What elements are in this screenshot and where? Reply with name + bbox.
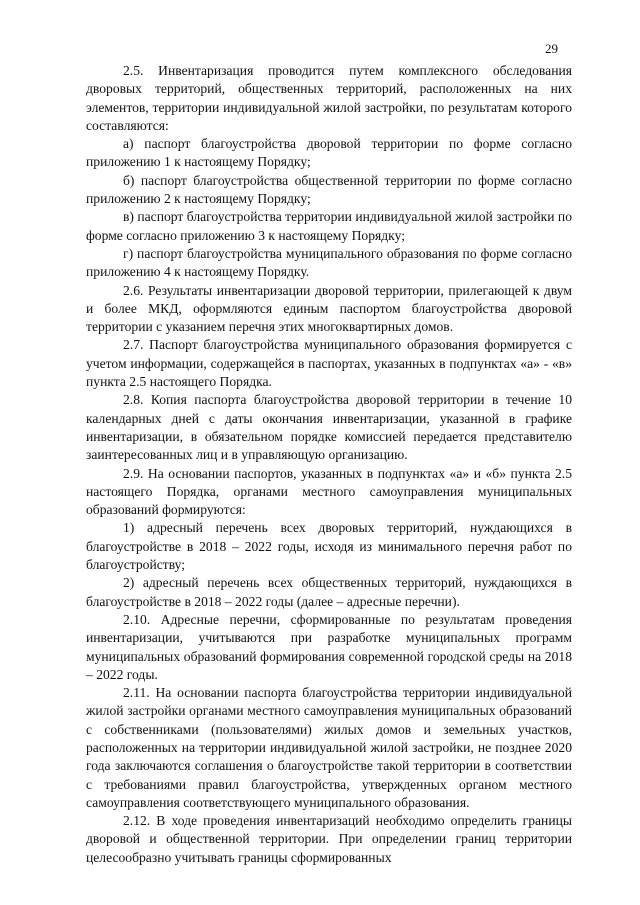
paragraph-2-7: 2.7. Паспорт благоустройства муниципального образования формируется с учетом информации, содержащейся в паспортах, указанных в подпунктах «а» - «в» пункта 2.5 настоящего Порядка.	[86, 337, 572, 390]
page-number: 29	[545, 41, 558, 56]
paragraph-2-9-2: 2) адресный перечень всех общественных территорий, нуждающихся в благоустройстве в 2018 – 2022 годы (далее – адресные перечни).	[86, 575, 572, 609]
paragraph-2-5-b: б) паспорт благоустройства общественной территории по форме согласно приложению 2 к настоящему Порядку;	[86, 172, 572, 207]
paragraph-2-9: 2.9. На основании паспортов, указанных в подпунктах «а» и «б» пункта 2.5 настоящего Порядка, органами местного самоуправления муниципальных образований формируются:	[86, 465, 572, 518]
paragraph-2-5-a: а) паспорт благоустройства дворовой территории по форме согласно приложению 1 к настоящему Порядку;	[86, 136, 572, 170]
paragraph-2-11: 2.11. На основании паспорта благоустройства территории индивидуальной жилой застройки органами местного самоуправления муниципальных образований с собственниками (пользователями) жилых домов и земельных участков, расположенных на территории индивидуальной жилой застройки, не позднее 2020 года заключаются соглашения о благоустройстве такой территории в соответствии с требованиями правил благоустройства, утвержденных органом местного самоуправления соответствующего муниципального образования.	[86, 685, 572, 810]
paragraph-2-6: 2.6. Результаты инвентаризации дворовой территории, прилегающей к двум и более МКД, оформляются единым паспортом благоустройства дворовой территории с указанием перечня этих многоквартирных домов.	[86, 282, 572, 335]
paragraph-2-5-v: в) паспорт благоустройства территории индивидуальной жилой застройки по форме согласно приложению 3 к настоящему Порядку;	[86, 209, 572, 243]
paragraph-2-10: 2.10. Адресные перечни, сформированные по результатам проведения инвентаризации, учитываются при разработке муниципальных программ муниципальных образований формирования современной городской среды на 2018 – 2022 годы.	[86, 611, 572, 682]
paragraph-2-5-g: г) паспорт благоустройства муниципального образования по форме согласно приложению 4 к настоящему Порядку.	[86, 245, 572, 280]
paragraph-2-12: 2.12. В ходе проведения инвентаризаций необходимо определить границы дворовой и общественной территории. При определении границ территории целесообразно учитывать границы сформированных	[86, 813, 572, 865]
paragraph-2-9-1: 1) адресный перечень всех дворовых территорий, нуждающихся в благоустройстве в 2018 – 2022 годы, исходя из минимального перечня работ по благоустройству;	[86, 520, 572, 573]
paragraph-2-5: 2.5. Инвентаризация проводится путем комплексного обследования дворовых территорий, общественных территорий, расположенных на них элементов, территории индивидуальной жилой застройки, по результатам которого составляются:	[86, 63, 572, 133]
document-body	[86, 62, 572, 867]
paragraph-2-8: 2.8. Копия паспорта благоустройства дворовой территории в течение 10 календарных дней с даты окончания инвентаризации, указанной в графике инвентаризации, в обязательном порядке комиссией передается представителю заинтересованных лиц и в управляющую организацию.	[86, 392, 572, 463]
